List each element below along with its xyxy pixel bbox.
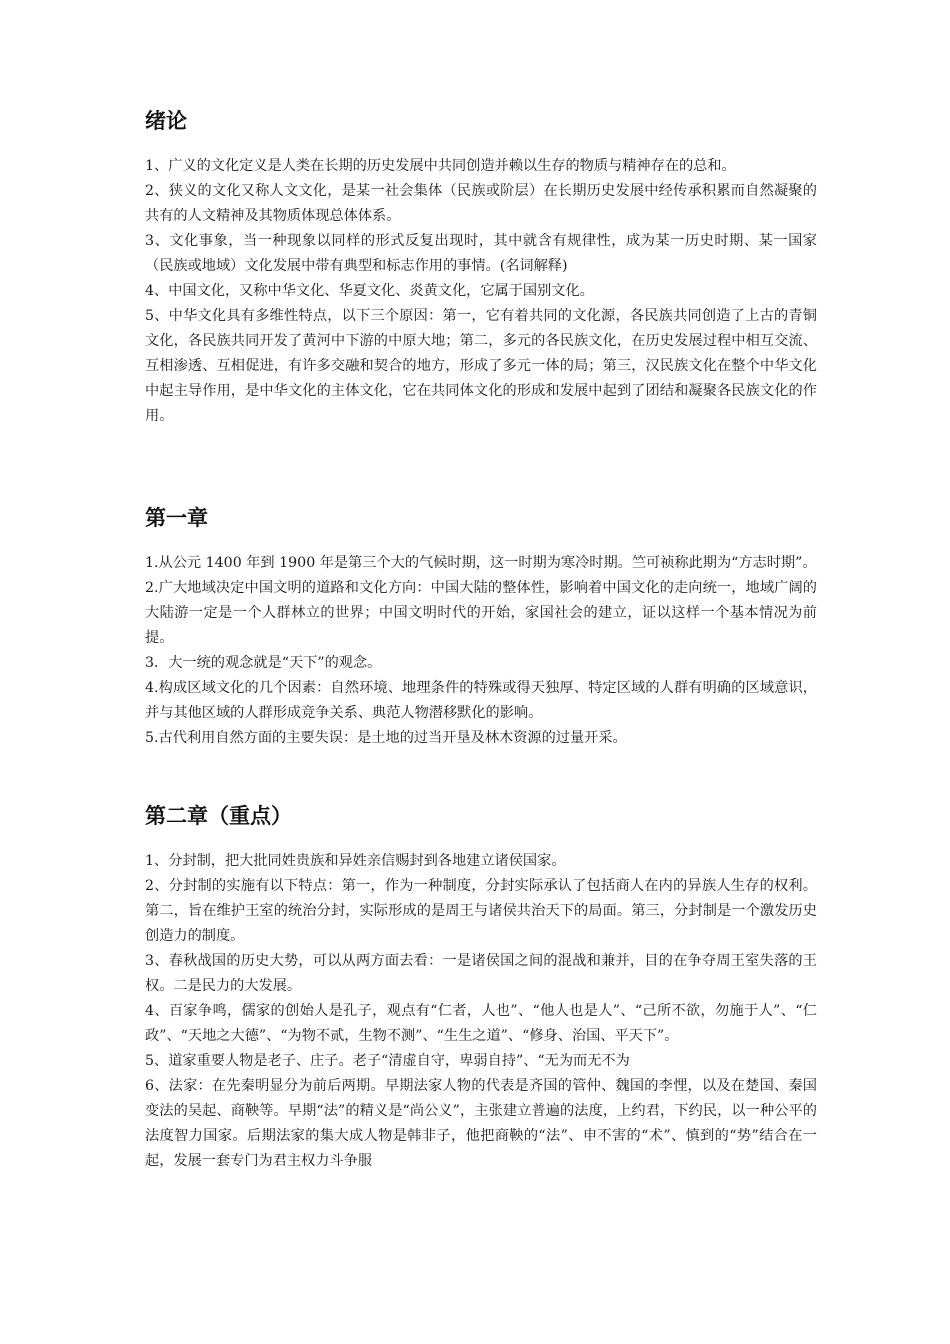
paragraph: 5、道家重要人物是老子、庄子。老子“清虚自守，卑弱自持”、“无为而无不为 <box>145 1053 630 1069</box>
paragraph: 4.构成区域文化的几个因素：自然环境、地理条件的特殊或得天独厚、特定区域的人群有明确的区域意识，并与其他区域的人群形成竞争关系、典范人物潜移默化的影响。 <box>145 680 817 721</box>
section-heading: 第一章 <box>145 506 208 530</box>
section-heading: 绪论 <box>145 109 187 133</box>
paragraph: 4、中国文化，又称中华文化、华夏文化、炎黄文化，它属于国别文化。 <box>145 283 594 299</box>
section-chapter-1 <box>145 504 817 751</box>
paragraph: 5.古代利用自然方面的主要失误：是土地的过当开垦及林木资源的过量开采。 <box>145 730 627 746</box>
paragraph: 2、分封制的实施有以下特点：第一，作为一种制度，分封实际承认了包括商人在内的异族人生存的权利。第二，旨在维护王室的统治分封，实际形成的是周王与诸侯共治天下的局面。第三，分封制是一个激发历史创造力的制度。 <box>145 878 817 944</box>
paragraph: 4、百家争鸣，儒家的创始人是孔子，观点有“仁者，人也”、“他人也是人”、“己所不欲，勿施于人”、“仁政”、“天地之大德”、“为物不贰，生物不测”、“生生之道”、“修身、治国、平天下”。 <box>145 1003 817 1044</box>
paragraph: 3．大一统的观念就是“天下”的观念。 <box>145 655 382 671</box>
section-chapter-2 <box>145 802 817 1174</box>
paragraph: 2、狭义的文化又称人文文化，是某一社会集体（民族或阶层）在长期历史发展中经传承积累而自然凝聚的共有的人文精神及其物质体现总体体系。 <box>145 183 817 224</box>
paragraph: 2.广大地域决定中国文明的道路和文化方向：中国大陆的整体性，影响着中国文化的走向统一，地域广阔的大陆游一定是一个人群林立的世界；中国文明时代的开始，家国社会的建立，证以这样一个基本情况为前提。 <box>145 580 817 646</box>
paragraph: 1、广义的文化定义是人类在长期的历史发展中共同创造并赖以生存的物质与精神存在的总和。 <box>145 158 736 174</box>
paragraph: 1、分封制，把大批同姓贵族和异姓亲信赐封到各地建立诸侯国家。 <box>145 853 566 869</box>
paragraph: 3、文化事象，当一种现象以同样的形式反复出现时，其中就含有规律性，成为某一历史时期、某一国家（民族或地域）文化发展中带有典型和标志作用的事情。(名词解释) <box>145 233 817 274</box>
paragraph: 5、中华文化具有多维性特点，以下三个原因：第一，它有着共同的文化源，各民族共同创造了上古的青铜文化，各民族共同开发了黄河中下游的中原大地；第二，多元的各民族文化，在历史发展过程中相互交流、互相渗透、互相促进，有许多交融和契合的地方，形成了多元一体的局；第三，汉民族文化在整个中华文化中起主导作用，是中华文化的主体文化，它在共同体文化的形成和发展中起到了团结和凝聚各民族文化的作用。 <box>145 308 817 424</box>
paragraph: 3、春秋战国的历史大势，可以从两方面去看：一是诸侯国之间的混战和兼并，目的在争夺周王室失落的王权。二是民力的大发展。 <box>145 953 817 994</box>
paragraph: 1.从公元 1400 年到 1900 年是第三个大的气候时期，这一时期为寒冷时期。竺可祯称此期为“方志时期”。 <box>145 555 817 571</box>
paragraph: 6、法家：在先秦明显分为前后两期。早期法家人物的代表是齐国的管仲、魏国的李悝，以及在楚国、秦国变法的吴起、商鞅等。早期“法”的精义是“尚公义”，主张建立普遍的法度，上约君，下约民，以一种公平的法度智力国家。后期法家的集大成人物是韩非子，他把商鞅的“法”、申不害的“术”、慎到的“势”结合在一起，发展一套专门为君主权力斗争服 <box>145 1078 817 1169</box>
section-introduction <box>145 107 817 429</box>
section-heading: 第二章（重点） <box>145 804 292 828</box>
